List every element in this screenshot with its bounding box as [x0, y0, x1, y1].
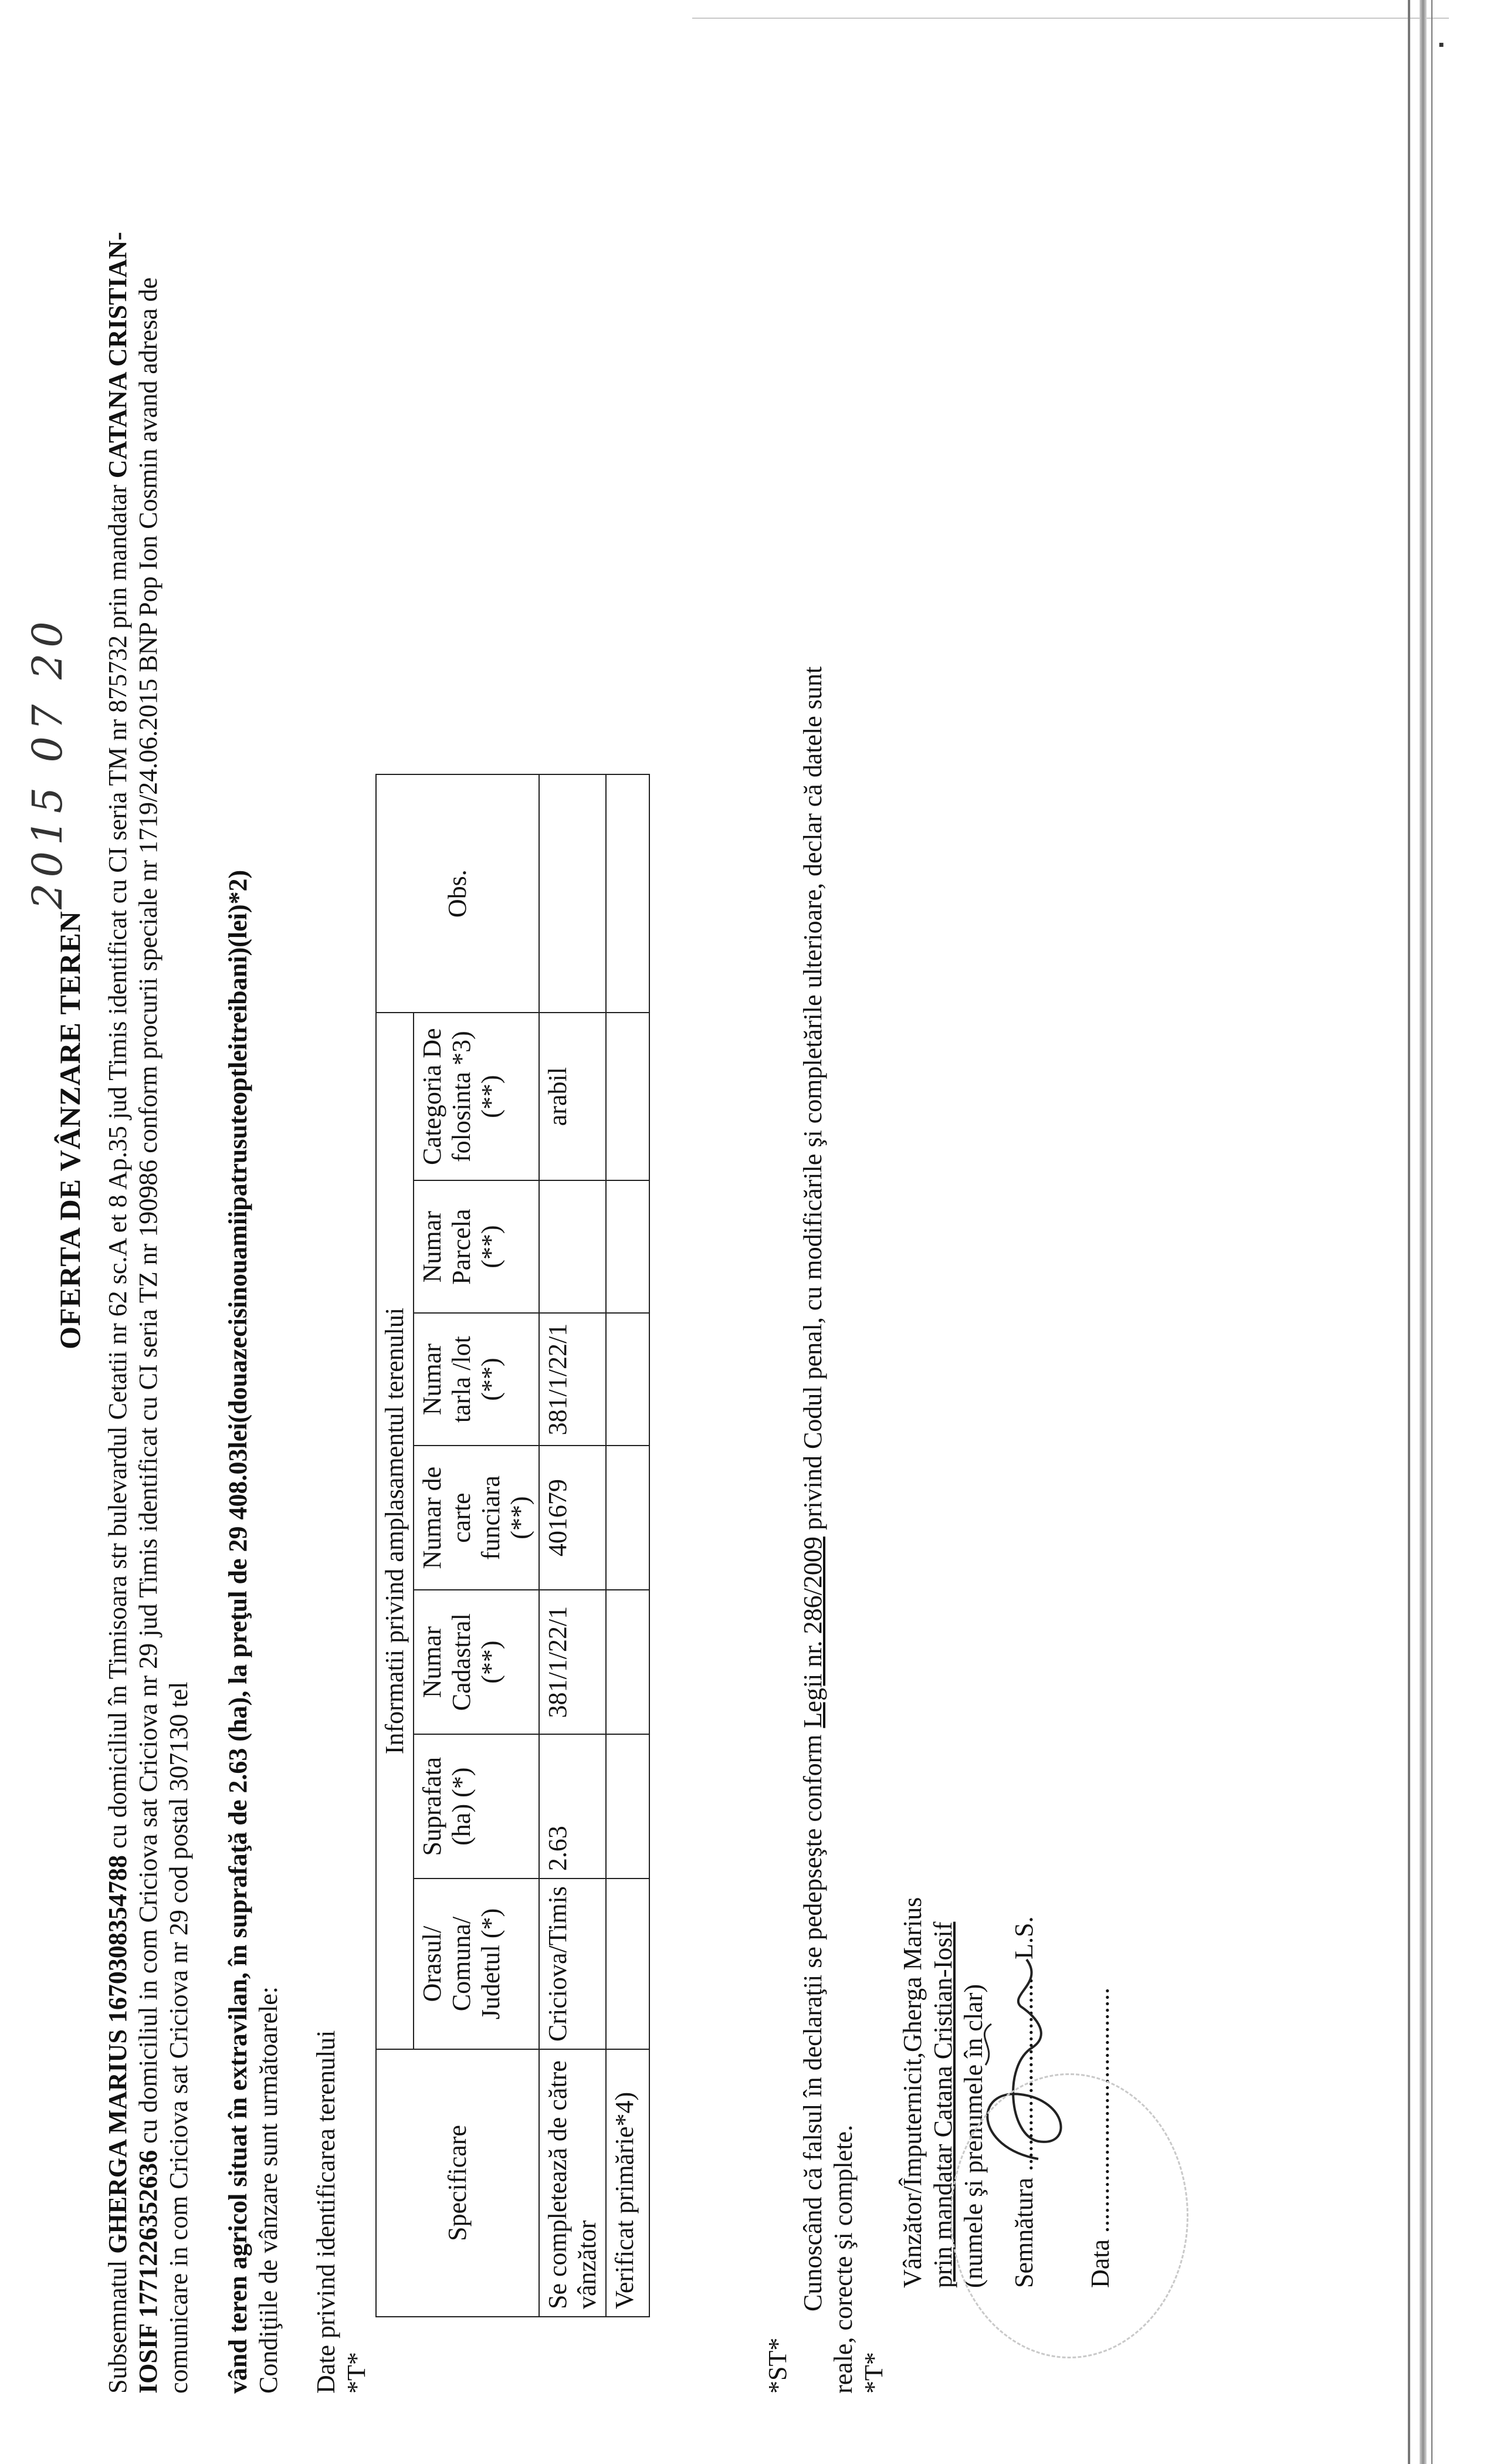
date-dots: ......................................	[1086, 1987, 1115, 2233]
header-cadastral: Numar Cadastral (**)	[414, 1590, 539, 1734]
handwritten-date: 2015 07 20	[23, 615, 72, 909]
mandatary-name: CATANA CRISTIAN-IOSIF 1771226352636	[103, 232, 162, 2394]
seller-details: cu domiciliul în Timisoara str bulevardul Cetatii nr 62 sc.A et 8 Ap.35 jud Timis identificat cu CI seria TM nr 875732 prin mandatar	[103, 485, 132, 1849]
cell-carte	[606, 1446, 649, 1590]
mandatary-details: cu domiciliul in com Criciova sat Criciova nr 29 jud Timis identificat cu CI seria TZ nr 190986 conform procurii speciale nr 1719/24.06.2015 BNP Pop Ion Cosmin avand adresa de comunicare in com Criciova sat Criciova nr 29 cod postal 307130 tel	[134, 277, 193, 2394]
signatory-line3: (numele şi prenumele în clar)	[959, 1984, 988, 2288]
cell-categoria	[606, 1013, 649, 1180]
faded-stamp	[950, 2073, 1188, 2358]
subsemnatul-label: Subsemnatul	[103, 2260, 132, 2394]
signatory-line2: prin mandatar Catana Cristian-Iosif	[929, 1921, 957, 2288]
st-mark: *ST*	[763, 2337, 792, 2394]
identification-label: Date privind identificarea terenului	[311, 2030, 340, 2394]
header-categoria: Categoria De folosinta *3) (**)	[414, 1013, 539, 1180]
cell-cadastral: 381/1/22/1	[539, 1590, 606, 1734]
cell-parcela	[606, 1180, 649, 1313]
cell-parcela	[539, 1180, 606, 1313]
header-group: Informatii privind amplasamentul terenului	[376, 1013, 414, 2049]
cell-tarla	[606, 1313, 649, 1446]
signatory-line1: Vânzător/Împuternicit,Gherga Marius	[898, 1897, 927, 2288]
cell-specificare: Se completează de către vânzător	[539, 2049, 606, 2317]
identification-block	[311, 223, 372, 2394]
declaration-text-after: privind Codul penal, cu modificările şi completările ulterioare, declar că datele sunt	[798, 666, 827, 1537]
header-suprafata: Suprafata (ha) (*)	[414, 1734, 539, 1879]
cell-categoria: arabil	[539, 1013, 606, 1180]
declaration-line2: reale, corecte şi complete.	[829, 2124, 858, 2394]
cell-specificare: Verificat primărie*4)	[606, 2049, 649, 2317]
header-tarla: Numar tarla /lot (**)	[414, 1313, 539, 1446]
cell-suprafata	[606, 1734, 649, 1879]
header-orasul: Orasul/ Comuna/ Judetul (*)	[414, 1879, 539, 2049]
date-label: Data	[1086, 2239, 1115, 2288]
declaration-paragraph	[798, 199, 828, 2311]
signature-dots: ..............................	[1010, 1977, 1038, 2171]
corner-mark-icon: ▪	[1438, 35, 1444, 53]
cell-obs	[606, 774, 649, 1013]
cell-orasul	[606, 1879, 649, 2049]
seller-name: GHERGA MARIUS 1670308354788	[103, 1855, 132, 2254]
cell-orasul: Criciova/Timis	[539, 1879, 606, 2049]
header-parcela: Numar Parcela (**)	[414, 1180, 539, 1313]
declaration-text-before: Cunoscând că falsul în declaraţii se pedepseşte conform	[798, 1728, 827, 2311]
cell-carte: 401679	[539, 1446, 606, 1590]
header-carte: Numar de carte funciara (**)	[414, 1446, 539, 1590]
ls-label: L.S.	[1010, 1916, 1038, 1959]
law-reference: Legii nr. 286/2009	[798, 1536, 827, 1728]
declaration-t-mark: *T*	[859, 2352, 888, 2394]
offer-paragraph	[223, 223, 284, 2394]
cell-cadastral	[606, 1590, 649, 1734]
cell-tarla: 381/1/22/1	[539, 1313, 606, 1446]
table-row	[539, 774, 606, 2317]
conditions-line: Condiţiile de vânzare sunt următoarele:	[254, 1986, 283, 2394]
signature-label: Semnătura	[1010, 2177, 1038, 2288]
header-obs: Obs.	[376, 774, 539, 1013]
header-specificare: Specificare	[376, 2049, 539, 2317]
intro-paragraph	[103, 223, 194, 2394]
land-table	[375, 774, 650, 2317]
document-title: OFERTA DE VÂNZARE TEREN	[53, 911, 86, 1349]
table-header-group-row	[376, 774, 414, 2317]
t-mark: *T*	[342, 2352, 371, 2394]
cell-suprafata: 2.63	[539, 1734, 606, 1879]
cell-obs	[539, 774, 606, 1013]
table-row	[606, 774, 649, 2317]
offer-line: vând teren agricol situat în extravilan, în suprafaţă de 2.63 (ha), la preţul de 29 408.03lei(douazecisinouamiipatrusuteoptleitreibani)(lei)*2)	[223, 869, 252, 2394]
